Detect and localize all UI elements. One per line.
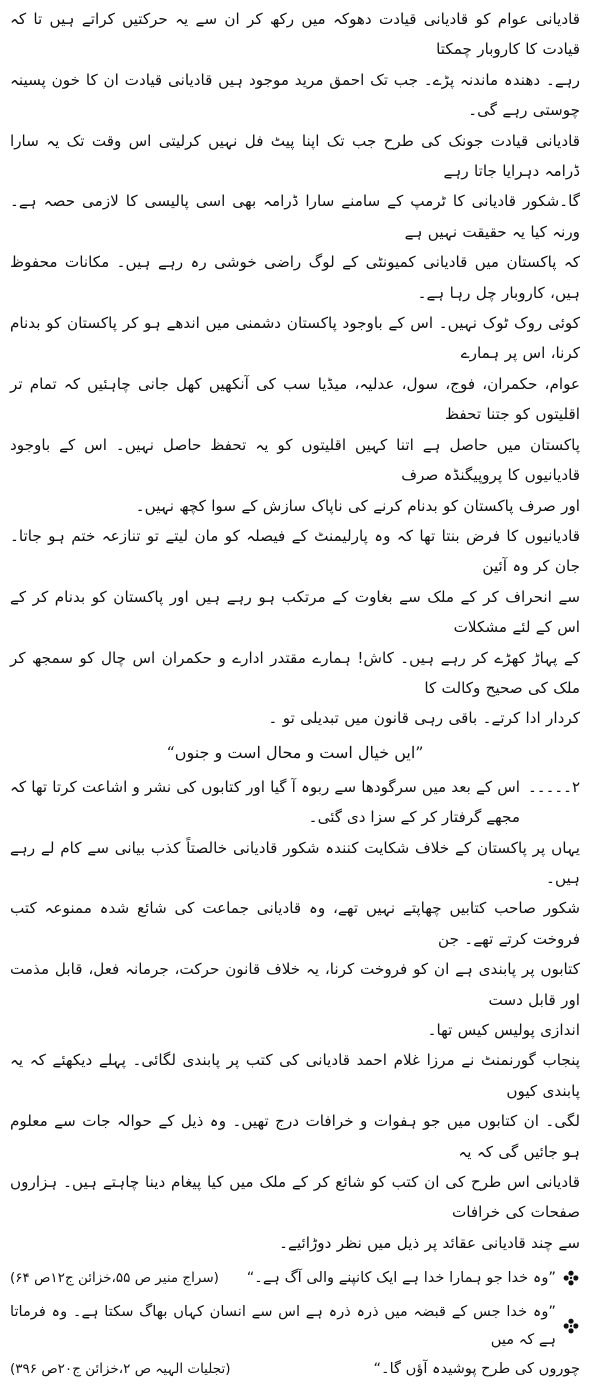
quote-item-2-continuation bbox=[10, 1354, 580, 1384]
quote-item-1 bbox=[10, 1264, 580, 1292]
text-line: عوام، حکمران، فوج، سول، عدلیہ، میڈیا سب کی آنکھیں کھل جانی چاہئیں کہ تمام تر اقلیتوں کو جتنا تحفظ bbox=[10, 374, 580, 424]
item-text: اس کے بعد میں سرگودھا سے ربوہ آ گیا اور کتابوں کی نشر و اشاعت کرتا تھا کہ مجھے گرفتار کر کے سزا دی گئی۔ bbox=[10, 777, 520, 827]
text-line: قادیانی قیادت جونک کی طرح جب تک اپنا پیٹ فل نہیں کرلیتی اس وقت تک یہ سارا ڈرامہ دہرایا جاتا رہے bbox=[10, 131, 580, 181]
text-line: قادیانیوں کا فرض بنتا تھا کہ وہ پارلیمنٹ کے فیصلہ کو مان لیتے تو تنازعہ ختم ہو جاتا۔ جان کر وہ آئین bbox=[10, 526, 580, 576]
paragraph-complaint bbox=[10, 833, 580, 1046]
text-line: کہ پاکستان میں قادیانی کمیونٹی کے لوگ راضی خوشی رہ رہے ہیں۔ مکانات محفوظ ہیں، کاروبار چل رہا ہے۔ bbox=[10, 253, 580, 302]
paragraph-qadiani-leadership bbox=[10, 4, 580, 521]
text-line: اندازی پولیس کیس تھا۔ bbox=[427, 1021, 580, 1039]
text-line: رہے۔ دھندہ ماندنہ پڑے۔ جب تک احمق مرید موجود ہیں قادیانی قیادت ان کا خون پسینہ چوستی رہے گی۔ bbox=[10, 70, 580, 120]
text-line: شکور صاحب کتابیں چھاپتے نہیں تھے، وہ قادیانی جماعت کی شائع شدہ ممنوعہ کتب فروخت کرتے تھے۔ جن bbox=[10, 899, 580, 948]
text-line: کوئی روک ٹوک نہیں۔ اس کے باوجود پاکستان دشمنی میں اندھے ہو کر پاکستان کو بدنام کرنا، اس پر ہمارے bbox=[10, 314, 580, 363]
persian-verse: ”ایں خیال است و محال است و جنوں“ bbox=[166, 742, 424, 762]
numbered-item-2 bbox=[10, 772, 580, 833]
text-line: کتابوں پر پابندی ہے ان کو فروخت کرنا، یہ خلاف قانون حرکت، جرمانہ فعل، قابل مذمت اور قابل دست bbox=[10, 960, 580, 1009]
quote-text-continued: چوروں کی طرح پوشیدہ آؤں گا۔“ bbox=[373, 1360, 580, 1378]
paragraph-parliament-decision bbox=[10, 521, 580, 734]
text-line: اور صرف پاکستان کو بدنام کرنے کی ناپاک سازش کے سوا کچھ نہیں۔ bbox=[135, 496, 580, 515]
text-line: سے انحراف کر کے ملک سے بغاوت کے مرتکب ہو رہے ہیں اور پاکستان کو بدنام کر کے اس کے لئے مشکلات bbox=[10, 587, 580, 637]
paragraph-punjab-ban bbox=[10, 1045, 580, 1258]
text-line: سے چند قادیانی عقائد پر ذیل میں نظر دوڑائیے۔ bbox=[279, 1233, 580, 1252]
quote-text: ”وہ خدا جس کے قبضہ میں ذرہ ذرہ ہے اس سے انسان کہاں بھاگ سکتا ہے۔ وہ فرماتا ہے کہ میں bbox=[10, 1303, 556, 1349]
text-line: پاکستان میں حاصل ہے اتنا کہیں اقلیتوں کو یہ تحفظ حاصل نہیں۔ اس کے باوجود قادیانیوں کا پروپیگنڈہ صرف bbox=[10, 435, 580, 485]
text-line: یہاں پر پاکستان کے خلاف شکایت کنندہ شکور قادیانی خالصتاً کذب بیانی سے کام لے رہے ہیں۔ bbox=[10, 838, 580, 887]
flower-bullet-icon bbox=[562, 1269, 580, 1287]
quote-reference: (سراج منیر ص ۵۵،خزائن ج۱۲ص ۶۴) bbox=[10, 1270, 219, 1287]
flower-bullet-icon bbox=[562, 1317, 580, 1335]
item-number: ۲۔۔۔۔۔ bbox=[527, 777, 580, 796]
text-line: قادیانی اس طرح کی ان کتب کو شائع کر کے ملک میں کیا پیغام دینا چاہتے ہیں۔ ہزاروں صفحات کی خرافات bbox=[10, 1173, 580, 1222]
quote-reference: (تجلیات الہیہ ص ۲،خزائن ج۲۰ص ۳۹۶) bbox=[10, 1361, 231, 1378]
quote-item-2 bbox=[10, 1298, 580, 1354]
quote-text: ”وہ خدا جو ہمارا خدا ہے ایک کانپنے والی آگ ہے۔“ bbox=[246, 1269, 556, 1287]
text-line: کے پہاڑ کھڑے کر رہے ہیں۔ کاش! ہمارے مقتدر ادارے و حکمران اس چال کو سمجھ کر ملک کی صحیح وکالت کا bbox=[10, 648, 580, 697]
text-line: لگی۔ ان کتابوں میں جو ہفوات و خرافات درج تھیں۔ وہ ذیل کے حوالہ جات سے معلوم ہو جائیں گی کہ یہ bbox=[10, 1112, 580, 1161]
text-line: کردار ادا کرتے۔ باقی رہی قانون میں تبدیلی تو ۔ bbox=[268, 709, 580, 728]
text-line: گا۔شکور قادیانی کا ٹرمپ کے سامنے سارا ڈرامہ بھی اسی پالیسی کا لازمی حصہ ہے۔ ورنہ کیا یہ حقیقت نہیں ہے bbox=[10, 192, 580, 241]
text-line: قادیانی عوام کو قادیانی قیادت دھوکہ میں رکھ کر ان سے یہ حرکتیں کراتے ہیں تا کہ قیادت کا کاروبار چمکتا bbox=[10, 10, 580, 59]
text-line: پنجاب گورنمنٹ نے مرزا غلام احمد قادیانی کی کتب پر پابندی لگائی۔ پہلے دیکھئے کہ یہ پابندی کیوں bbox=[10, 1051, 580, 1100]
